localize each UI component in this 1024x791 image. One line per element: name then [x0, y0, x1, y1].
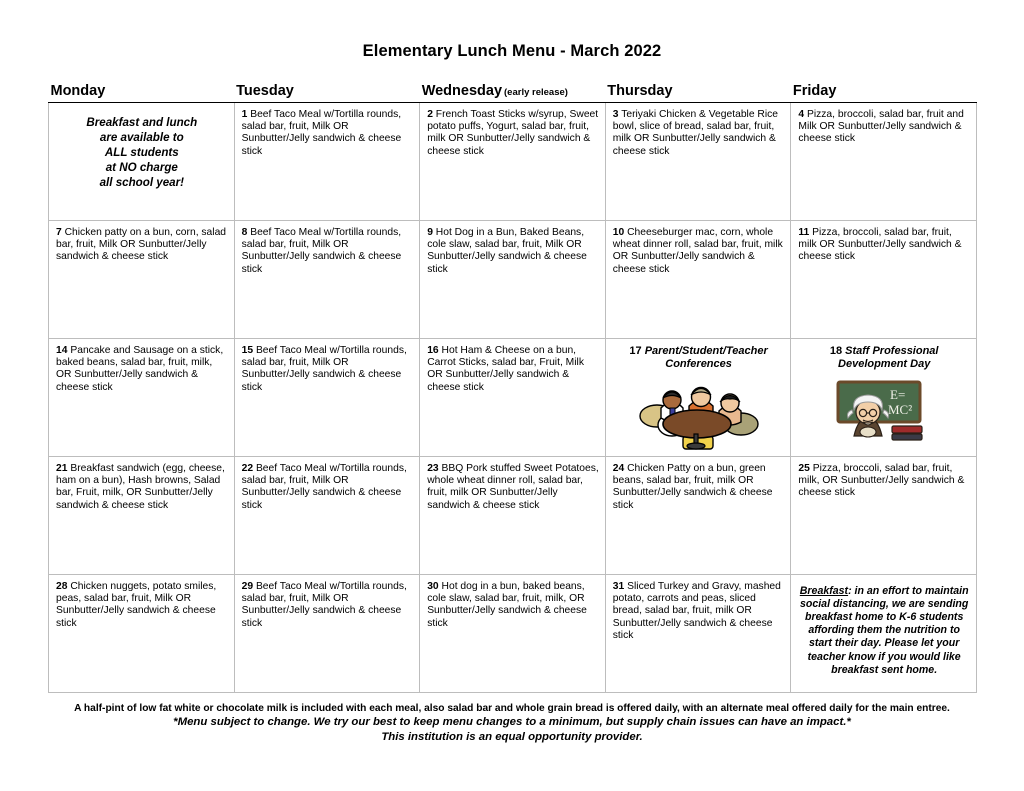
day-menu-text: Beef Taco Meal w/Tortilla rounds, salad bar, fruit, Milk OR Sunbutter/Jelly sandwich & cheese stick: [241, 108, 402, 157]
breakfast-notice-label: Breakfast: [799, 584, 849, 597]
day-number: 2: [427, 108, 433, 120]
day-number: 4: [798, 108, 805, 120]
day-menu-text: Beef Taco Meal w/Tortilla rounds, salad bar, fruit, Milk OR Sunbutter/Jelly sandwich & cheese stick: [241, 462, 407, 511]
event-title: [613, 345, 785, 372]
conference-meeting-illustration: [637, 384, 761, 450]
day-number: 18: [829, 344, 843, 357]
day-menu-text: BBQ Pork stuffed Sweet Potatoes, whole wheat dinner roll, salad bar, fruit, milk OR Sunbutter/Jelly sandwich & cheese stick: [427, 462, 599, 511]
day-cell: [791, 456, 977, 574]
day-cell: [234, 102, 420, 220]
page-title: Elementary Lunch Menu - March 2022: [362, 42, 662, 60]
day-number: 16: [427, 344, 439, 356]
calendar-week-row: [49, 456, 977, 574]
day-menu-text: Sliced Turkey and Gravy, mashed potato, carrots and peas, sliced bread, salad bar, fruit, milk OR Sunbutter/Jelly sandwich & cheese stick: [612, 580, 781, 642]
day-menu-text: Hot Ham & Cheese on a bun, Carrot Sticks, salad bar, Fruit, Milk OR Sunbutter/Jelly sandwich & cheese stick: [427, 344, 584, 393]
day-menu-text: French Toast Sticks w/syrup, Sweet potato puffs, Yogurt, salad bar, fruit, milk OR Sunbutter/Jelly sandwich & cheese stick: [427, 108, 599, 157]
day-menu-text: Pizza, broccoli, salad bar, fruit and Milk OR Sunbutter/Jelly sandwich & cheese stick: [798, 108, 964, 145]
day-cell: [605, 456, 791, 574]
chalkboard-line-1: E=: [890, 386, 906, 402]
day-number: 7: [56, 226, 62, 238]
calendar-table: [48, 80, 977, 693]
day-number: 9: [427, 226, 433, 238]
breakfast-notice-text: : in an effort to maintain social distancing, we are sending breakfast home to K-6 students affording them the nutrition to start their day. Please let your teacher know if you would like breakfast sent home.: [799, 584, 969, 676]
day-menu-text: Pizza, broccoli, salad bar, fruit, milk OR Sunbutter/Jelly sandwich & cheese stick: [798, 226, 962, 263]
day-cell: [234, 220, 420, 338]
calendar: [48, 80, 976, 693]
day-cell: [49, 456, 235, 574]
day-number: 24: [612, 462, 625, 474]
day-cell: [234, 574, 420, 692]
day-cell: [605, 102, 791, 220]
day-menu-text: Beef Taco Meal w/Tortilla rounds, salad bar, fruit, Milk OR Sunbutter/Jelly sandwich & cheese stick: [241, 344, 407, 393]
column-label: Thursday: [607, 82, 673, 99]
event-title: [798, 345, 970, 372]
day-menu-text: Chicken patty on a bun, corn, salad bar, fruit, Milk OR Sunbutter/Jelly sandwich & cheese stick: [56, 226, 227, 263]
column-header-monday: [49, 80, 235, 102]
column-header-friday: [791, 80, 977, 102]
day-menu-text: Pancake and Sausage on a stick, baked beans, salad bar, fruit, milk, OR Sunbutter/Jelly sandwich & cheese stick: [56, 344, 224, 393]
day-cell: [605, 574, 791, 692]
day-number: 30: [427, 580, 439, 592]
day-cell: [234, 456, 420, 574]
day-number: 28: [56, 580, 68, 592]
day-menu-text: Hot Dog in a Bun, Baked Beans, cole slaw, salad bar, fruit, Milk OR Sunbutter/Jelly sandwich & cheese stick: [427, 226, 587, 275]
day-menu-text: Beef Taco Meal w/Tortilla rounds, salad bar, fruit, Milk OR Sunbutter/Jelly sandwich & cheese stick: [241, 580, 407, 629]
day-number: 3: [612, 108, 619, 120]
day-cell: [605, 220, 791, 338]
calendar-body: [49, 102, 977, 692]
calendar-week-row: [49, 338, 977, 456]
day-number: 14: [56, 344, 68, 356]
calendar-week-row: [49, 574, 977, 692]
day-cell: [420, 574, 606, 692]
calendar-header: [49, 80, 977, 102]
day-number: 11: [798, 226, 810, 238]
day-menu-text: Chicken Patty on a bun, green beans, salad bar, fruit, milk OR Sunbutter/Jelly sandwich & cheese stick: [612, 462, 773, 511]
column-label: Wednesday: [421, 82, 503, 99]
day-number: 10: [612, 226, 625, 238]
announcement-line: all school year!: [99, 176, 184, 190]
day-cell: [234, 338, 420, 456]
announcement-line: at NO charge: [105, 161, 178, 175]
day-cell: [420, 220, 606, 338]
day-number: 15: [241, 344, 254, 356]
day-cell: [49, 338, 235, 456]
day-cell: [420, 456, 606, 574]
breakfast-notice: [798, 581, 970, 677]
announcement-cell: [49, 102, 235, 220]
column-label: Monday: [50, 82, 106, 99]
day-cell: [49, 220, 235, 338]
event-cell-staff-development: [791, 338, 977, 456]
footer-line-2: *Menu subject to change. We try our best to keep menu changes to a minimum, but supply chain issues can have an impact.*: [173, 715, 851, 728]
footer-line-1: A half-pint of low fat white or chocolate milk is included with each meal, also salad bar and whole grain bread is offered daily, with an alternate meal offered daily for the main entree.: [74, 702, 950, 714]
event-label: Parent/Student/Teacher Conferences: [644, 344, 768, 370]
day-cell: [49, 574, 235, 692]
day-number: 17: [629, 344, 642, 357]
announcement-line: ALL students: [104, 145, 179, 159]
column-header-thursday: [605, 80, 791, 102]
day-cell: [420, 102, 606, 220]
day-cell: [420, 338, 606, 456]
day-number: 8: [241, 226, 248, 238]
day-menu-text: Beef Taco Meal w/Tortilla rounds, salad bar, fruit, Milk OR Sunbutter/Jelly sandwich & cheese stick: [241, 226, 402, 275]
column-note: (early release): [504, 86, 568, 98]
announcement-line: Breakfast and lunch: [86, 115, 198, 129]
day-menu-text: Pizza, broccoli, salad bar, fruit, milk, OR Sunbutter/Jelly sandwich & cheese stick: [798, 462, 965, 499]
column-header-wednesday: [420, 80, 606, 102]
day-menu-text: Teriyaki Chicken & Vegetable Rice bowl, slice of bread, salad bar, fruit, milk OR Sunbutter/Jelly sandwich & cheese stick: [612, 108, 779, 157]
day-number: 21: [56, 462, 68, 474]
day-cell: [791, 220, 977, 338]
day-number: 23: [427, 462, 439, 474]
day-number: 31: [612, 580, 625, 592]
column-label: Tuesday: [236, 82, 294, 99]
announcement-text: [56, 109, 228, 191]
event-cell-conferences: [605, 338, 791, 456]
day-menu-text: Cheeseburger mac, corn, whole wheat dinner roll, salad bar, fruit, milk OR Sunbutter/Jelly sandwich & cheese stick: [612, 226, 783, 275]
day-number: 25: [798, 462, 810, 474]
day-number: 29: [241, 580, 254, 592]
column-header-tuesday: [234, 80, 420, 102]
breakfast-notice-cell: [791, 574, 977, 692]
footer-line-3: This institution is an equal opportunity provider.: [381, 730, 643, 743]
footer-notes: [48, 702, 976, 745]
day-cell: [791, 102, 977, 220]
einstein-chalkboard-illustration: [830, 380, 938, 444]
day-number: 22: [241, 462, 254, 474]
column-label: Friday: [792, 82, 837, 99]
announcement-line: are available to: [99, 130, 184, 144]
calendar-week-row: [49, 102, 977, 220]
event-label: Staff Professional Development Day: [838, 344, 939, 370]
day-menu-text: Hot dog in a bun, baked beans, cole slaw, salad bar, fruit, milk, OR Sunbutter/Jelly sandwich & cheese stick: [427, 580, 587, 629]
day-menu-text: Chicken nuggets, potato smiles, peas, salad bar, fruit, Milk OR Sunbutter/Jelly sandwich & cheese stick: [56, 580, 217, 629]
day-number: 1: [241, 108, 248, 120]
calendar-week-row: [49, 220, 977, 338]
day-menu-text: Breakfast sandwich (egg, cheese, ham on a bun), Hash browns, Salad bar, Fruit, milk, OR Sunbutter/Jelly sandwich & cheese stick: [56, 462, 225, 511]
chalkboard-line-2: MC²: [888, 401, 913, 417]
